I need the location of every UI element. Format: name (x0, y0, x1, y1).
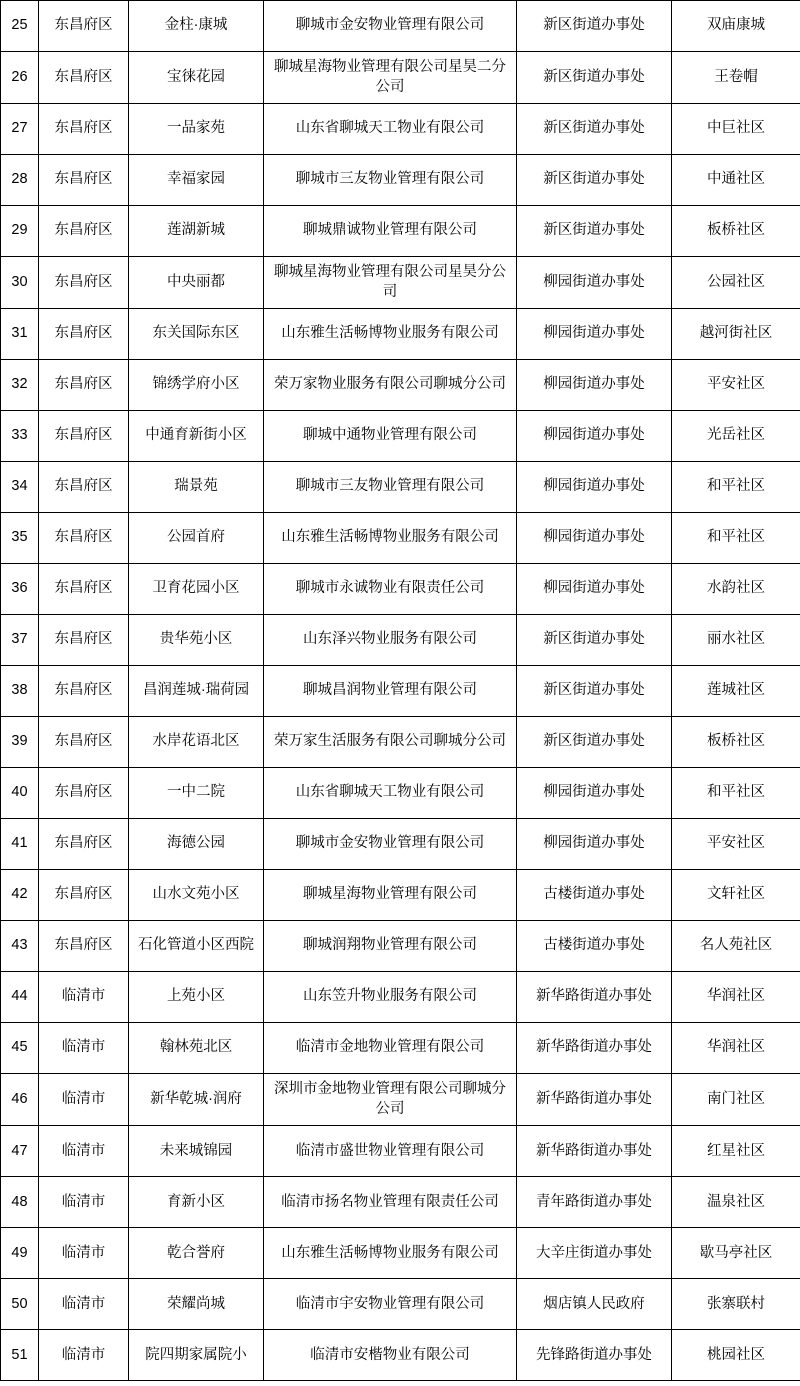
cell-district: 东昌府区 (39, 921, 129, 972)
table-row (1, 206, 800, 257)
cell-office: 柳园街道办事处 (517, 411, 672, 462)
cell-company: 聊城星海物业管理有限公司星昊分公司 (264, 257, 517, 309)
cell-neighborhood: 和平社区 (672, 462, 800, 513)
cell-neighborhood: 名人苑社区 (672, 921, 800, 972)
cell-community: 瑞景苑 (129, 462, 264, 513)
cell-company: 聊城市金安物业管理有限公司 (264, 1, 517, 52)
cell-office: 新区街道办事处 (517, 666, 672, 717)
cell-company: 临清市宇安物业管理有限公司 (264, 1279, 517, 1330)
cell-community: 锦绣学府小区 (129, 360, 264, 411)
cell-community: 幸福家园 (129, 155, 264, 206)
table-row (1, 1177, 800, 1228)
cell-index: 31 (1, 309, 39, 360)
cell-community: 中通育新街小区 (129, 411, 264, 462)
table-row (1, 1023, 800, 1074)
cell-company: 聊城昌润物业管理有限公司 (264, 666, 517, 717)
cell-company: 山东雅生活畅博物业服务有限公司 (264, 513, 517, 564)
cell-company: 山东雅生活畅博物业服务有限公司 (264, 309, 517, 360)
cell-district: 东昌府区 (39, 206, 129, 257)
table-row (1, 870, 800, 921)
cell-office: 新区街道办事处 (517, 206, 672, 257)
cell-community: 公园首府 (129, 513, 264, 564)
cell-company: 聊城市三友物业管理有限公司 (264, 462, 517, 513)
cell-office: 柳园街道办事处 (517, 309, 672, 360)
cell-neighborhood: 南门社区 (672, 1074, 800, 1126)
table-row (1, 921, 800, 972)
cell-office: 大辛庄街道办事处 (517, 1228, 672, 1279)
cell-community: 上苑小区 (129, 972, 264, 1023)
cell-neighborhood: 平安社区 (672, 819, 800, 870)
cell-office: 新华路街道办事处 (517, 1023, 672, 1074)
cell-index: 47 (1, 1126, 39, 1177)
cell-company: 聊城市金安物业管理有限公司 (264, 819, 517, 870)
table-row (1, 819, 800, 870)
cell-index: 26 (1, 52, 39, 104)
table-row (1, 1279, 800, 1330)
cell-community: 翰林苑北区 (129, 1023, 264, 1074)
cell-company: 临清市扬名物业管理有限责任公司 (264, 1177, 517, 1228)
cell-community: 山水文苑小区 (129, 870, 264, 921)
cell-office: 烟店镇人民政府 (517, 1279, 672, 1330)
cell-index: 36 (1, 564, 39, 615)
cell-community: 荣耀尚城 (129, 1279, 264, 1330)
cell-district: 东昌府区 (39, 870, 129, 921)
cell-community: 育新小区 (129, 1177, 264, 1228)
cell-district: 东昌府区 (39, 1, 129, 52)
cell-community: 中央丽都 (129, 257, 264, 309)
cell-office: 先锋路街道办事处 (517, 1330, 672, 1381)
cell-office: 新区街道办事处 (517, 155, 672, 206)
table-row (1, 360, 800, 411)
table-row (1, 1228, 800, 1279)
cell-office: 青年路街道办事处 (517, 1177, 672, 1228)
cell-office: 柳园街道办事处 (517, 257, 672, 309)
cell-neighborhood: 莲城社区 (672, 666, 800, 717)
cell-company: 山东泽兴物业服务有限公司 (264, 615, 517, 666)
table-row (1, 309, 800, 360)
cell-company: 荣万家物业服务有限公司聊城分公司 (264, 360, 517, 411)
cell-district: 东昌府区 (39, 360, 129, 411)
table-row (1, 1330, 800, 1381)
table-row (1, 104, 800, 155)
cell-community: 院四期家属院小 (129, 1330, 264, 1381)
cell-neighborhood: 和平社区 (672, 513, 800, 564)
cell-index: 46 (1, 1074, 39, 1126)
cell-index: 41 (1, 819, 39, 870)
cell-district: 临清市 (39, 1279, 129, 1330)
cell-office: 新区街道办事处 (517, 1, 672, 52)
cell-office: 新华路街道办事处 (517, 972, 672, 1023)
cell-neighborhood: 水韵社区 (672, 564, 800, 615)
cell-company: 山东省聊城天工物业有限公司 (264, 104, 517, 155)
cell-district: 临清市 (39, 1177, 129, 1228)
cell-company: 聊城星海物业管理有限公司星昊二分公司 (264, 52, 517, 104)
cell-company: 山东笠升物业服务有限公司 (264, 972, 517, 1023)
cell-district: 东昌府区 (39, 615, 129, 666)
table-row (1, 411, 800, 462)
table-row (1, 615, 800, 666)
cell-neighborhood: 张寨联村 (672, 1279, 800, 1330)
cell-index: 39 (1, 717, 39, 768)
cell-community: 一中二院 (129, 768, 264, 819)
cell-office: 新华路街道办事处 (517, 1126, 672, 1177)
table-row (1, 52, 800, 104)
cell-district: 东昌府区 (39, 155, 129, 206)
table-row (1, 462, 800, 513)
cell-district: 东昌府区 (39, 257, 129, 309)
cell-community: 莲湖新城 (129, 206, 264, 257)
cell-neighborhood: 中通社区 (672, 155, 800, 206)
table-row (1, 1074, 800, 1126)
table-row (1, 1, 800, 52)
cell-company: 深圳市金地物业管理有限公司聊城分公司 (264, 1074, 517, 1126)
cell-district: 东昌府区 (39, 104, 129, 155)
cell-district: 东昌府区 (39, 309, 129, 360)
cell-community: 一品家苑 (129, 104, 264, 155)
table-row (1, 513, 800, 564)
cell-district: 东昌府区 (39, 411, 129, 462)
cell-district: 东昌府区 (39, 513, 129, 564)
cell-index: 37 (1, 615, 39, 666)
cell-office: 新区街道办事处 (517, 104, 672, 155)
cell-district: 东昌府区 (39, 462, 129, 513)
cell-index: 45 (1, 1023, 39, 1074)
cell-index: 40 (1, 768, 39, 819)
cell-district: 临清市 (39, 1074, 129, 1126)
cell-index: 32 (1, 360, 39, 411)
table-row (1, 666, 800, 717)
cell-neighborhood: 越河街社区 (672, 309, 800, 360)
cell-office: 柳园街道办事处 (517, 819, 672, 870)
cell-neighborhood: 板桥社区 (672, 717, 800, 768)
cell-office: 古楼街道办事处 (517, 921, 672, 972)
cell-neighborhood: 桃园社区 (672, 1330, 800, 1381)
cell-community: 海德公园 (129, 819, 264, 870)
cell-index: 38 (1, 666, 39, 717)
cell-company: 临清市安楷物业有限公司 (264, 1330, 517, 1381)
cell-neighborhood: 歇马亭社区 (672, 1228, 800, 1279)
cell-community: 东关国际东区 (129, 309, 264, 360)
cell-index: 34 (1, 462, 39, 513)
cell-neighborhood: 和平社区 (672, 768, 800, 819)
cell-company: 聊城市永诚物业有限责任公司 (264, 564, 517, 615)
cell-office: 新区街道办事处 (517, 52, 672, 104)
table-body (1, 1, 800, 1381)
cell-neighborhood: 文轩社区 (672, 870, 800, 921)
table-row (1, 155, 800, 206)
cell-district: 临清市 (39, 1126, 129, 1177)
cell-office: 柳园街道办事处 (517, 768, 672, 819)
cell-neighborhood: 双庙康城 (672, 1, 800, 52)
cell-district: 临清市 (39, 972, 129, 1023)
cell-neighborhood: 平安社区 (672, 360, 800, 411)
cell-index: 29 (1, 206, 39, 257)
cell-community: 贵华苑小区 (129, 615, 264, 666)
cell-community: 未来城锦园 (129, 1126, 264, 1177)
cell-neighborhood: 板桥社区 (672, 206, 800, 257)
cell-company: 聊城鼎诚物业管理有限公司 (264, 206, 517, 257)
cell-district: 东昌府区 (39, 52, 129, 104)
cell-neighborhood: 光岳社区 (672, 411, 800, 462)
cell-community: 水岸花语北区 (129, 717, 264, 768)
cell-office: 柳园街道办事处 (517, 564, 672, 615)
cell-index: 43 (1, 921, 39, 972)
cell-district: 东昌府区 (39, 819, 129, 870)
cell-neighborhood: 王卷帽 (672, 52, 800, 104)
cell-neighborhood: 华润社区 (672, 1023, 800, 1074)
cell-index: 49 (1, 1228, 39, 1279)
table-row (1, 717, 800, 768)
cell-community: 卫育花园小区 (129, 564, 264, 615)
cell-neighborhood: 公园社区 (672, 257, 800, 309)
cell-neighborhood: 温泉社区 (672, 1177, 800, 1228)
cell-index: 44 (1, 972, 39, 1023)
cell-company: 聊城市三友物业管理有限公司 (264, 155, 517, 206)
cell-neighborhood: 华润社区 (672, 972, 800, 1023)
cell-office: 柳园街道办事处 (517, 360, 672, 411)
cell-district: 临清市 (39, 1330, 129, 1381)
cell-index: 27 (1, 104, 39, 155)
cell-neighborhood: 红星社区 (672, 1126, 800, 1177)
cell-index: 48 (1, 1177, 39, 1228)
table-row (1, 1126, 800, 1177)
cell-office: 柳园街道办事处 (517, 462, 672, 513)
cell-company: 山东省聊城天工物业有限公司 (264, 768, 517, 819)
cell-office: 新华路街道办事处 (517, 1074, 672, 1126)
cell-office: 古楼街道办事处 (517, 870, 672, 921)
cell-company: 荣万家生活服务有限公司聊城分公司 (264, 717, 517, 768)
cell-district: 东昌府区 (39, 564, 129, 615)
cell-index: 30 (1, 257, 39, 309)
cell-company: 聊城中通物业管理有限公司 (264, 411, 517, 462)
cell-company: 临清市金地物业管理有限公司 (264, 1023, 517, 1074)
table-row (1, 257, 800, 309)
table-row (1, 564, 800, 615)
cell-neighborhood: 中巨社区 (672, 104, 800, 155)
cell-office: 新区街道办事处 (517, 615, 672, 666)
cell-index: 51 (1, 1330, 39, 1381)
cell-community: 石化管道小区西院 (129, 921, 264, 972)
cell-community: 昌润莲城·瑞荷园 (129, 666, 264, 717)
cell-index: 33 (1, 411, 39, 462)
table-row (1, 768, 800, 819)
cell-index: 28 (1, 155, 39, 206)
cell-index: 50 (1, 1279, 39, 1330)
cell-community: 宝徕花园 (129, 52, 264, 104)
cell-district: 东昌府区 (39, 768, 129, 819)
cell-community: 金柱·康城 (129, 1, 264, 52)
cell-company: 聊城润翔物业管理有限公司 (264, 921, 517, 972)
cell-community: 乾合誉府 (129, 1228, 264, 1279)
table-row (1, 972, 800, 1023)
cell-company: 聊城星海物业管理有限公司 (264, 870, 517, 921)
cell-index: 25 (1, 1, 39, 52)
cell-district: 东昌府区 (39, 717, 129, 768)
cell-district: 东昌府区 (39, 666, 129, 717)
cell-company: 临清市盛世物业管理有限公司 (264, 1126, 517, 1177)
cell-company: 山东雅生活畅博物业服务有限公司 (264, 1228, 517, 1279)
cell-neighborhood: 丽水社区 (672, 615, 800, 666)
cell-office: 柳园街道办事处 (517, 513, 672, 564)
cell-index: 35 (1, 513, 39, 564)
cell-community: 新华乾城·润府 (129, 1074, 264, 1126)
cell-district: 临清市 (39, 1228, 129, 1279)
cell-index: 42 (1, 870, 39, 921)
cell-office: 新区街道办事处 (517, 717, 672, 768)
cell-district: 临清市 (39, 1023, 129, 1074)
